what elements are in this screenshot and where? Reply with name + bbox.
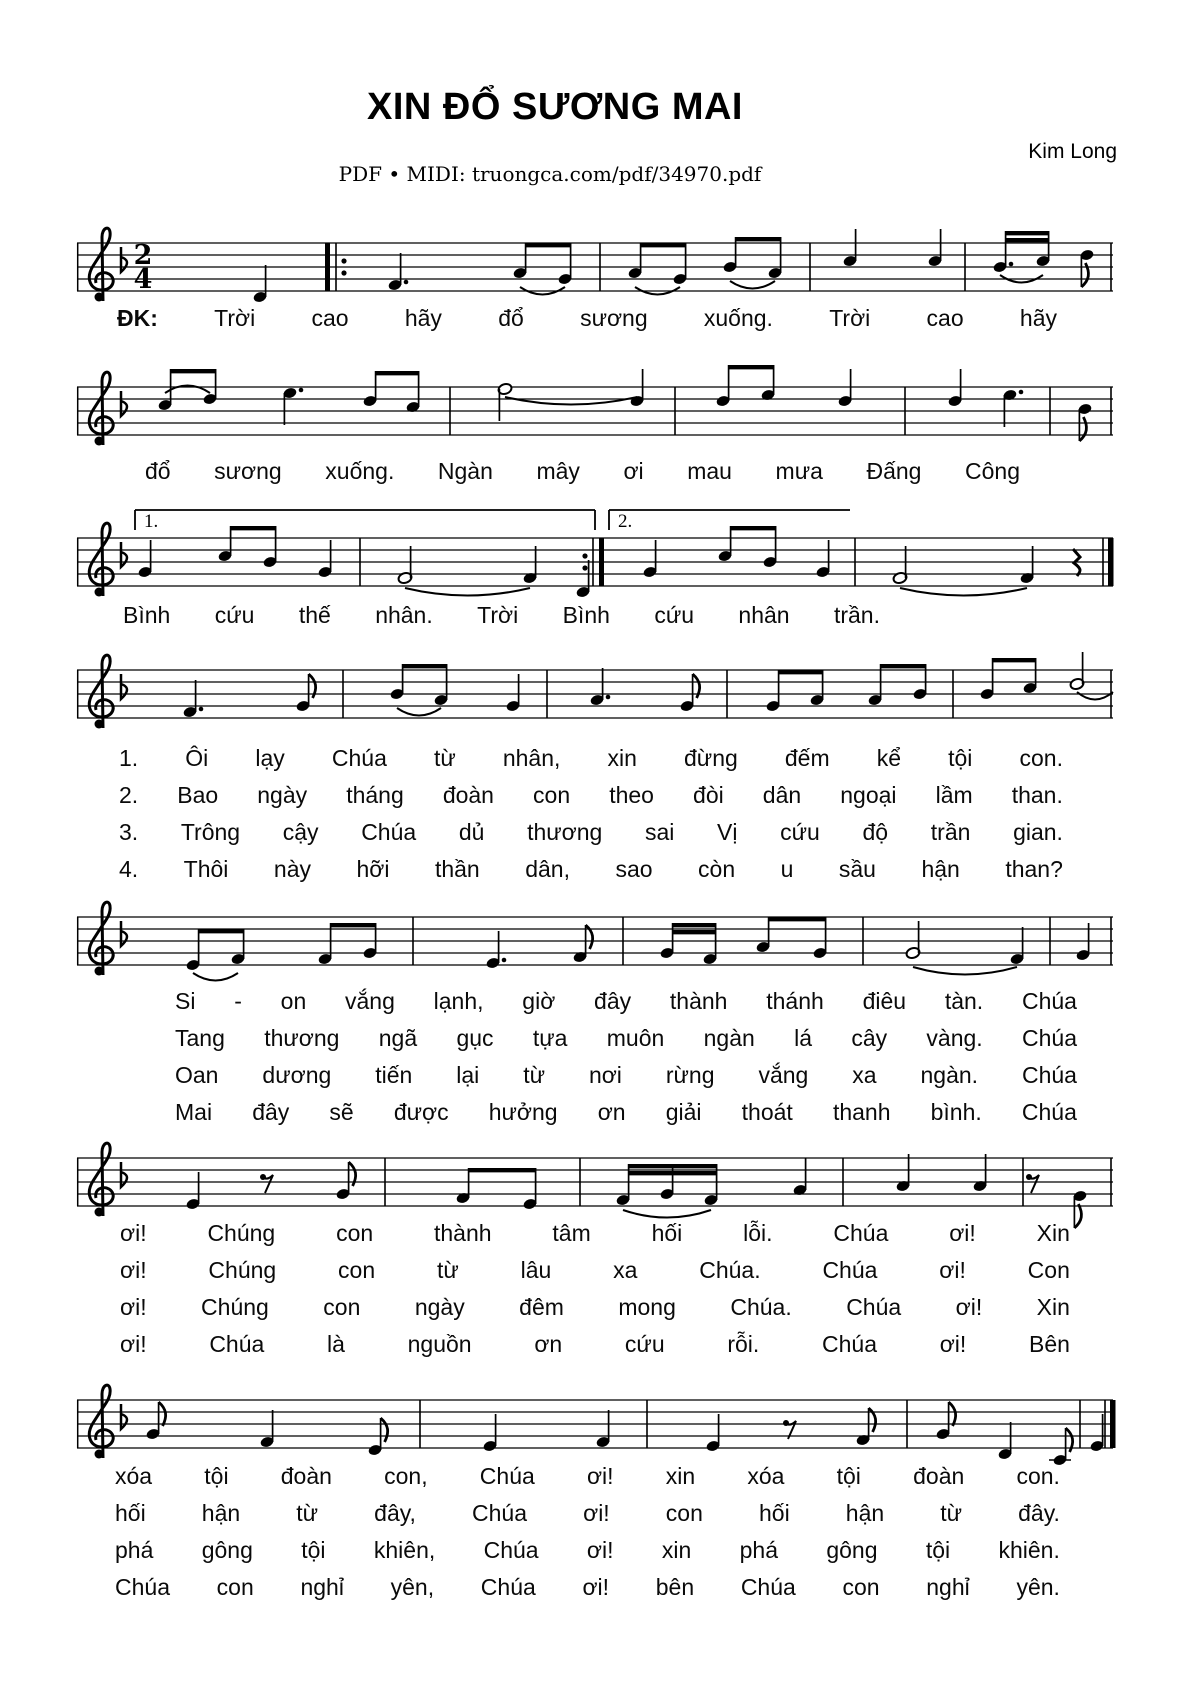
lyric-word: hỡi — [356, 856, 390, 882]
lyric-word: ngàn — [703, 1025, 755, 1051]
lyric-word: xa — [852, 1062, 877, 1088]
lyric-word: hãy — [404, 305, 442, 331]
lyric-word: ơi! — [939, 1257, 966, 1283]
lyric-word: hận — [845, 1500, 885, 1526]
lyrics-verses-4 — [75, 1463, 1115, 1611]
lyric-word: tội — [948, 745, 973, 771]
lyric-word: Chúa — [209, 1331, 265, 1357]
lyric-word: hãy — [1019, 305, 1057, 331]
lyric-word: lỗi. — [743, 1220, 773, 1246]
lyric-word: 3. — [119, 819, 139, 845]
lyric-word: Chúa. — [699, 1257, 761, 1283]
lyric-word: tháng — [346, 782, 404, 808]
lyric-word: Ngàn — [437, 458, 493, 484]
lyric-word: Xin — [1036, 1220, 1070, 1246]
lyric-word: khiên, — [373, 1537, 436, 1563]
lyric-word: cứu — [654, 602, 695, 628]
lyric-word: dương — [262, 1062, 332, 1088]
lyric-word: hối — [651, 1220, 683, 1246]
lyric-word: nhân — [738, 602, 790, 628]
lyric-word: gian. — [1013, 819, 1063, 845]
lyric-word: tàn. — [944, 988, 984, 1014]
lyric-word: đổ — [498, 305, 524, 331]
lyric-word: muôn — [606, 1025, 665, 1051]
lyric-word: xin — [661, 1537, 692, 1563]
lyric-word: thoát — [741, 1099, 793, 1125]
lyric-word: cậy — [282, 819, 319, 845]
lyric-word: mưa — [775, 458, 823, 484]
lyric-word: ơi! — [583, 1500, 610, 1526]
lyric-row — [75, 1574, 1115, 1611]
lyric-word: hối — [115, 1500, 146, 1526]
lyric-word: trần — [930, 819, 971, 845]
lyric-word: xóa — [115, 1463, 153, 1489]
lyric-word: Chúa — [361, 819, 417, 845]
lyric-word: cao — [311, 305, 349, 331]
refrain-label: ĐK: — [117, 305, 158, 331]
lyric-word: thế — [298, 602, 331, 628]
lyric-word: mong — [618, 1294, 676, 1320]
lyric-word: nơi — [588, 1062, 622, 1088]
lyric-word: thần — [434, 856, 480, 882]
lyric-word: lầm — [935, 782, 973, 808]
lyric-word: đêm — [519, 1294, 564, 1320]
lyric-word: tâm — [552, 1220, 591, 1246]
lyric-word: Xin — [1036, 1294, 1070, 1320]
lyric-row — [75, 1294, 1115, 1331]
svg-text:2: 2 — [133, 240, 153, 271]
lyric-word: từ — [523, 1062, 545, 1088]
lyric-word: on — [280, 988, 307, 1014]
lyric-word: nghỉ — [926, 1574, 970, 1600]
lyric-word: ơi! — [586, 1537, 614, 1563]
lyric-word: đòi — [693, 782, 724, 808]
lyric-word: Chúa — [483, 1537, 539, 1563]
lyric-word: ơi! — [582, 1574, 610, 1600]
lyric-word: tội — [836, 1463, 861, 1489]
lyric-word: điêu — [862, 988, 907, 1014]
lyric-word: gục — [456, 1025, 494, 1051]
lyric-word: cứu — [780, 819, 820, 845]
lyric-word: thương — [527, 819, 603, 845]
lyric-row — [75, 1220, 1115, 1257]
lyric-word: con. — [1016, 1463, 1060, 1489]
lyric-word: hưởng — [488, 1099, 558, 1125]
lyric-word: đây. — [1018, 1500, 1060, 1526]
lyric-word: hận — [201, 1500, 241, 1526]
lyric-word: thành — [434, 1220, 492, 1246]
lyric-word: xuống. — [703, 305, 773, 331]
lyric-word: bình. — [930, 1099, 982, 1125]
lyric-word: dân, — [525, 856, 570, 882]
lyrics-verses-3 — [75, 1220, 1115, 1368]
lyric-row — [75, 1537, 1115, 1574]
lyric-word: u — [780, 856, 794, 882]
lyric-word: Bên — [1029, 1331, 1070, 1357]
lyric-word: ơi! — [120, 1257, 147, 1283]
svg-text:2.: 2. — [618, 511, 633, 532]
lyric-word: ngoại — [840, 782, 897, 808]
lyric-word: dân — [762, 782, 802, 808]
lyric-word: con — [336, 1220, 374, 1246]
lyric-word: đổ — [145, 458, 171, 484]
lyric-word: tội — [204, 1463, 229, 1489]
lyric-word: giải — [665, 1099, 702, 1125]
lyric-word: than. — [1011, 782, 1063, 808]
lyric-word: sương — [580, 305, 648, 331]
lyric-word: con, — [384, 1463, 428, 1489]
lyric-word: từ — [940, 1500, 963, 1526]
lyric-word: ơi — [623, 458, 644, 484]
lyric-word: ơi! — [586, 1463, 614, 1489]
lyric-word: Chúa — [846, 1294, 902, 1320]
lyric-word: Trời — [214, 305, 256, 331]
lyric-word: hối — [758, 1500, 790, 1526]
lyric-word: vắng — [758, 1062, 809, 1088]
lyric-row — [75, 782, 1115, 819]
lyric-word: lạy — [255, 745, 285, 771]
lyric-word: sương — [214, 458, 282, 484]
lyric-word: phá — [739, 1537, 778, 1563]
lyric-word: Si — [175, 988, 196, 1014]
lyric-word: Chúa. — [730, 1294, 792, 1320]
lyric-word: được — [393, 1099, 449, 1125]
lyric-word: Ôi — [185, 745, 209, 771]
lyric-word: gông — [201, 1537, 253, 1563]
song-title: XIN ĐỔ SƯƠNG MAI — [367, 86, 743, 128]
lyric-word: ơi! — [955, 1294, 983, 1320]
lyric-word: ơn — [597, 1099, 626, 1125]
lyric-word: ơi! — [120, 1331, 147, 1357]
lyric-word: than? — [1005, 856, 1063, 882]
lyric-word: ngày — [257, 782, 308, 808]
lyric-word: - — [234, 988, 242, 1014]
lyric-word: trần. — [833, 602, 880, 628]
lyric-word: Chúng — [208, 1257, 277, 1283]
lyric-word: tựa — [532, 1025, 568, 1051]
lyric-word: cây — [851, 1025, 888, 1051]
lyric-word: Thôi — [183, 856, 229, 882]
lyric-word: Chúa — [822, 1257, 878, 1283]
lyric-word: Con — [1027, 1257, 1070, 1283]
lyric-word: nguồn — [407, 1331, 472, 1357]
lyric-word: con — [842, 1574, 880, 1600]
lyric-word: bên — [655, 1574, 695, 1600]
lyric-word: lâu — [520, 1257, 552, 1283]
lyric-word: Tang — [175, 1025, 225, 1051]
lyric-word: tội — [925, 1537, 951, 1563]
lyric-word: giờ — [522, 988, 556, 1014]
lyric-row — [75, 819, 1115, 856]
lyric-row — [75, 988, 1115, 1025]
lyric-word: ngã — [378, 1025, 418, 1051]
lyric-word: Trời — [477, 602, 519, 628]
lyric-word: 1. — [119, 745, 139, 771]
lyric-word: vàng. — [926, 1025, 983, 1051]
svg-text:4: 4 — [133, 264, 153, 295]
lyric-word: xin — [607, 745, 637, 771]
lyric-word: ơi! — [120, 1220, 147, 1246]
lyric-row — [75, 745, 1115, 782]
lyric-word: đây, — [374, 1500, 416, 1526]
lyric-word: Chúa — [1022, 1025, 1077, 1051]
lyric-word: đoàn — [280, 1463, 332, 1489]
lyric-word: cứu — [624, 1331, 665, 1357]
lyric-word: là — [327, 1331, 345, 1357]
lyric-word: con — [216, 1574, 254, 1600]
lyric-word: Chúa — [833, 1220, 889, 1246]
lyric-row — [75, 1500, 1115, 1537]
lyric-word: cao — [926, 305, 964, 331]
lyric-word: còn — [698, 856, 736, 882]
lyric-word: Chúa — [331, 745, 387, 771]
lyric-word: đếm — [784, 745, 830, 771]
lyric-word: ngàn. — [920, 1062, 979, 1088]
lyric-word: Chúa — [472, 1500, 528, 1526]
lyric-word: Chúa — [480, 1574, 536, 1600]
lyric-word: mau — [687, 458, 732, 484]
lyric-word: Đấng — [866, 458, 922, 484]
lyric-word: thương — [264, 1025, 340, 1051]
lyric-word: Vị — [717, 819, 738, 845]
lyric-word: ơi! — [939, 1331, 967, 1357]
lyric-word: từ — [296, 1500, 319, 1526]
svg-text:1.: 1. — [144, 511, 159, 532]
lyric-word: lạnh, — [433, 988, 484, 1014]
lyric-word: Chúa — [1021, 988, 1077, 1014]
lyric-word: con — [533, 782, 571, 808]
lyric-word: mây — [536, 458, 580, 484]
lyric-word: Oan — [175, 1062, 219, 1088]
lyric-word: yên, — [390, 1574, 435, 1600]
lyric-word: gông — [826, 1537, 878, 1563]
lyric-word: con — [338, 1257, 376, 1283]
lyric-word: đoàn — [442, 782, 494, 808]
lyric-word: khiên. — [998, 1537, 1060, 1563]
lyric-word: Trông — [180, 819, 241, 845]
lyric-word: Công — [965, 458, 1020, 484]
lyric-row — [75, 1463, 1115, 1500]
lyric-word: Bao — [177, 782, 219, 808]
lyric-word: này — [273, 856, 311, 882]
lyric-word: Chúa — [822, 1331, 877, 1357]
lyric-word: sai — [644, 819, 675, 845]
lyric-word: từ — [436, 1257, 459, 1283]
lyric-word: đây — [594, 988, 632, 1014]
lyric-row — [75, 1062, 1115, 1099]
lyric-word: dủ — [458, 819, 485, 845]
lyric-row — [75, 1257, 1115, 1294]
lyric-word: phá — [115, 1537, 154, 1563]
lyric-word: xin — [665, 1463, 696, 1489]
lyric-word: ơi! — [120, 1294, 147, 1320]
lyric-word: ơi! — [949, 1220, 976, 1246]
lyric-word: nhân, — [502, 745, 561, 771]
lyric-word: lá — [794, 1025, 812, 1051]
lyric-word: tiến — [375, 1062, 413, 1088]
lyric-word: hận — [921, 856, 960, 882]
lyric-word: con — [665, 1500, 703, 1526]
lyric-word: sầu — [838, 856, 876, 882]
lyric-word: sẽ — [329, 1099, 354, 1125]
lyric-word: rừng — [665, 1062, 715, 1088]
lyric-word: Chúng — [207, 1220, 276, 1246]
lyric-word: thanh — [832, 1099, 891, 1125]
lyric-word: tội — [301, 1537, 326, 1563]
lyric-word: nghỉ — [300, 1574, 344, 1600]
lyric-word: con. — [1019, 745, 1063, 771]
lyric-word: rỗi. — [727, 1331, 760, 1357]
lyric-word: Chúa — [479, 1463, 535, 1489]
lyric-word: lại — [456, 1062, 480, 1088]
lyric-word: Bình — [123, 602, 171, 628]
lyric-row — [75, 1025, 1115, 1062]
lyric-word: Chúa — [1021, 1099, 1077, 1125]
lyric-word: theo — [609, 782, 654, 808]
composer-name: Kim Long — [1028, 140, 1117, 163]
lyric-word: đây — [252, 1099, 290, 1125]
lyric-word: Bình — [562, 602, 610, 628]
lyric-word: kể — [876, 745, 902, 771]
lyric-word: Chúa — [115, 1574, 170, 1600]
lyric-word: độ — [862, 819, 889, 845]
lyric-word: xa — [613, 1257, 638, 1283]
lyric-word: Chúa — [740, 1574, 796, 1600]
lyric-word: ngày — [414, 1294, 465, 1320]
lyric-word: sao — [615, 856, 653, 882]
lyric-word: yên. — [1016, 1574, 1060, 1600]
lyric-word: đoàn — [913, 1463, 965, 1489]
download-links: PDF • MIDI: truongca.com/pdf/34970.pdf — [338, 162, 762, 186]
lyric-word: vắng — [345, 988, 395, 1014]
lyric-word: xóa — [747, 1463, 785, 1489]
lyric-word: Trời — [829, 305, 871, 331]
lyric-word: Chúng — [201, 1294, 269, 1320]
lyric-word: Mai — [175, 1099, 213, 1125]
lyric-word: 4. — [119, 856, 139, 882]
lyric-word: thánh — [766, 988, 824, 1014]
lyric-word: 2. — [119, 782, 139, 808]
lyric-word: Chúa — [1021, 1062, 1077, 1088]
lyric-word: ơn — [534, 1331, 563, 1357]
lyric-word: thành — [669, 988, 728, 1014]
lyric-word: đừng — [684, 745, 738, 771]
lyric-word: nhân. — [375, 602, 433, 628]
lyric-word: con — [323, 1294, 361, 1320]
lyric-word: cứu — [214, 602, 255, 628]
lyric-word: xuống. — [325, 458, 395, 484]
lyric-word: từ — [433, 745, 456, 771]
